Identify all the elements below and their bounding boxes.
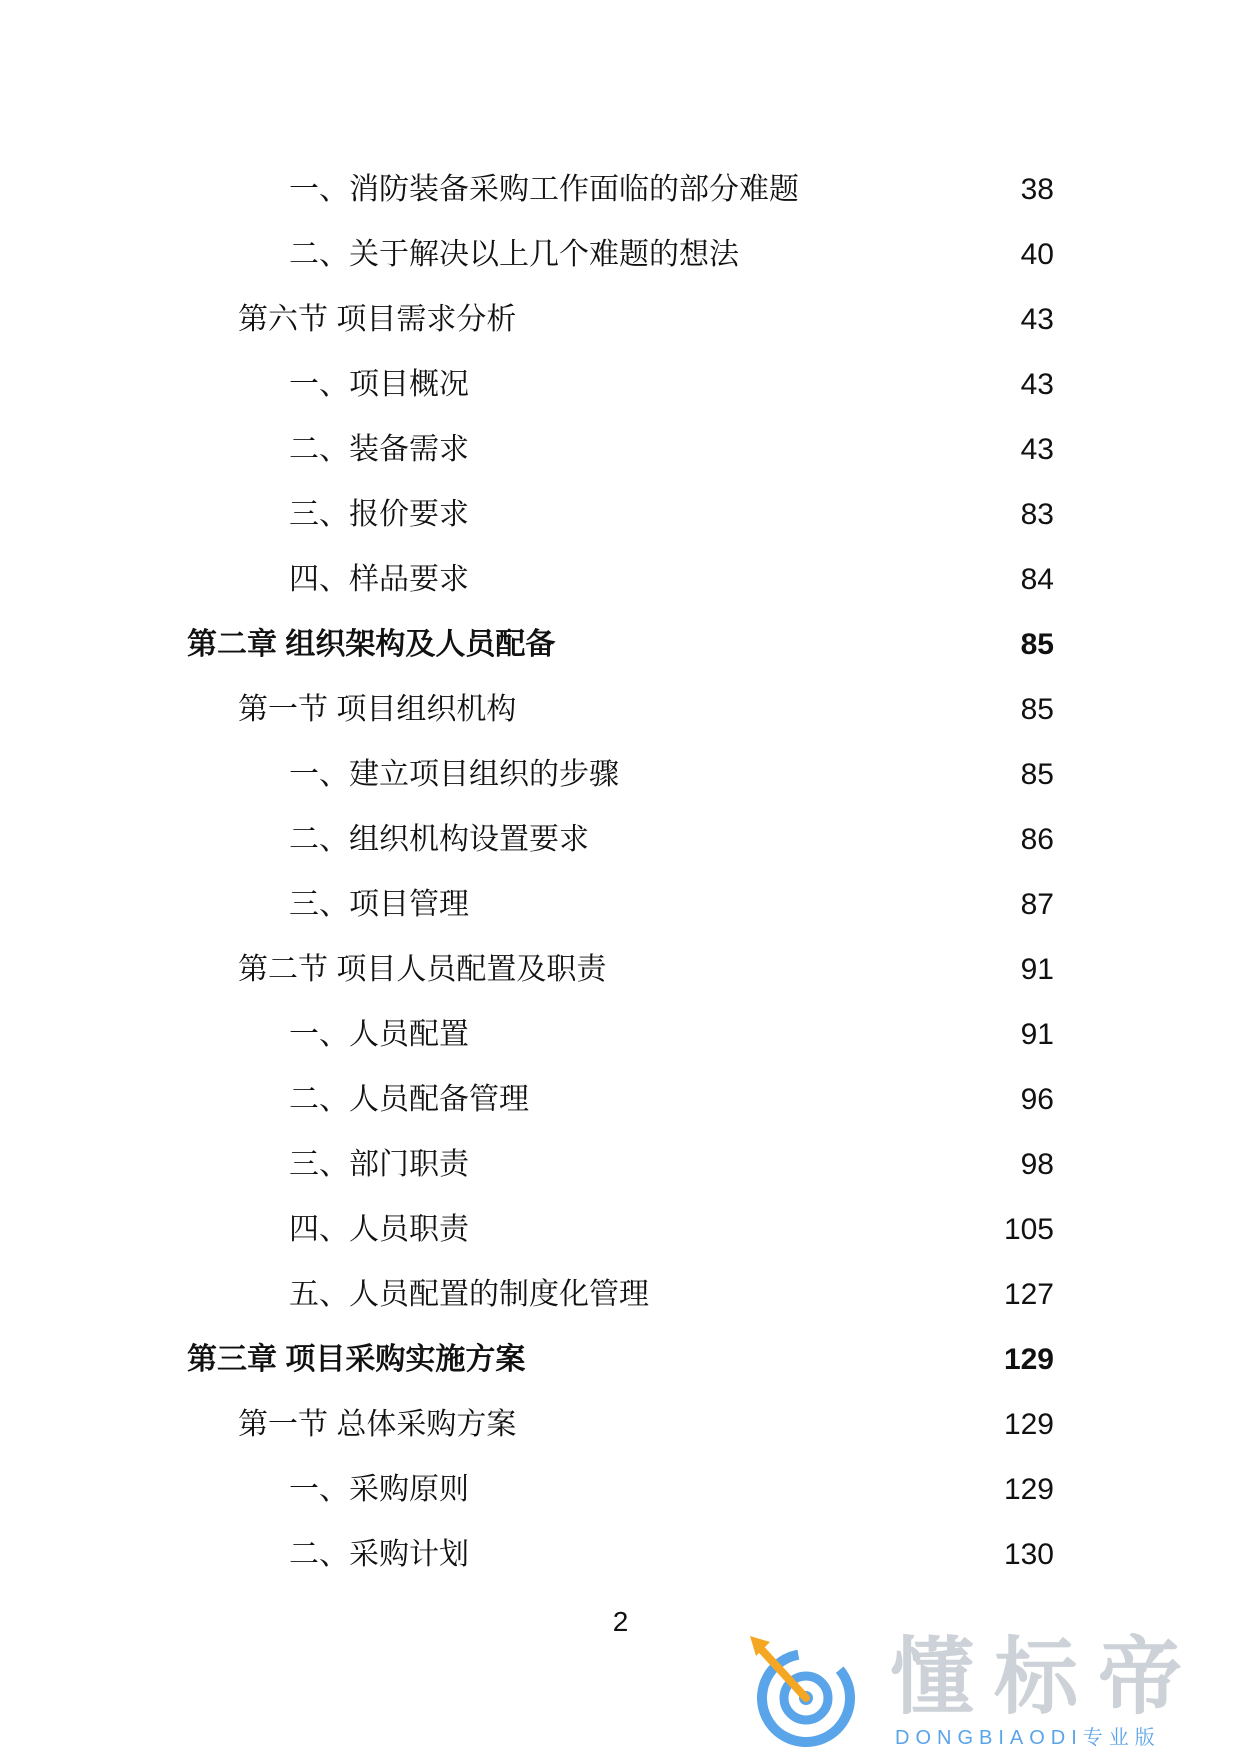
toc-entry-page: 96 bbox=[1020, 1083, 1054, 1116]
toc-entry-page: 129 bbox=[1003, 1343, 1054, 1376]
toc-item-row bbox=[0, 1002, 1241, 1067]
toc-entry-page: 85 bbox=[1020, 693, 1054, 726]
toc-item-row bbox=[0, 1457, 1241, 1522]
toc-entry-title: 四、人员职责 bbox=[289, 1213, 469, 1246]
toc-item-row bbox=[0, 417, 1241, 482]
toc-entry-title: 一、人员配置 bbox=[289, 1018, 469, 1051]
toc-section-row bbox=[0, 287, 1241, 352]
toc-entry-page: 40 bbox=[1020, 238, 1054, 271]
toc-entry-title: 二、人员配备管理 bbox=[289, 1083, 529, 1116]
toc-entry-page: 85 bbox=[1020, 758, 1054, 791]
toc-entry-title: 第三章 项目采购实施方案 bbox=[187, 1343, 526, 1376]
toc-entry-title: 一、消防装备采购工作面临的部分难题 bbox=[289, 173, 799, 206]
toc-entry-title: 一、采购原则 bbox=[289, 1473, 469, 1506]
toc-item-row bbox=[0, 1067, 1241, 1132]
toc-entry-page: 43 bbox=[1020, 303, 1054, 336]
toc-entry-title: 第六节 项目需求分析 bbox=[238, 303, 517, 336]
toc-entry-page: 129 bbox=[1003, 1473, 1054, 1506]
toc-item-row bbox=[0, 222, 1241, 287]
toc-entry-page: 85 bbox=[1020, 628, 1054, 661]
toc-item-row bbox=[0, 1262, 1241, 1327]
toc-entry-page: 87 bbox=[1020, 888, 1054, 921]
toc-entry-page: 38 bbox=[1020, 173, 1054, 206]
toc-item-row bbox=[0, 482, 1241, 547]
toc-entry-title: 二、组织机构设置要求 bbox=[289, 823, 589, 856]
toc-entry-page: 43 bbox=[1020, 368, 1054, 401]
toc-entry-title: 三、项目管理 bbox=[289, 888, 469, 921]
toc-item-row bbox=[0, 872, 1241, 937]
toc-item-row bbox=[0, 807, 1241, 872]
toc-item-row bbox=[0, 352, 1241, 417]
toc-entry-title: 三、部门职责 bbox=[289, 1148, 469, 1181]
toc-entry-title: 第一节 项目组织机构 bbox=[238, 693, 517, 726]
toc-section-row bbox=[0, 937, 1241, 1002]
toc-section-row bbox=[0, 677, 1241, 742]
toc-chapter-row bbox=[0, 1327, 1241, 1392]
watermark bbox=[740, 1630, 1220, 1750]
toc-entry-page: 105 bbox=[1003, 1213, 1054, 1246]
toc-entry-title: 二、装备需求 bbox=[289, 433, 469, 466]
toc-entry-page: 43 bbox=[1020, 433, 1054, 466]
table-of-contents bbox=[0, 157, 1241, 1587]
toc-entry-title: 一、项目概况 bbox=[289, 368, 469, 401]
toc-entry-page: 127 bbox=[1003, 1278, 1054, 1311]
toc-entry-title: 五、人员配置的制度化管理 bbox=[289, 1278, 649, 1311]
toc-item-row bbox=[0, 1132, 1241, 1197]
toc-chapter-row bbox=[0, 612, 1241, 677]
toc-entry-title: 二、关于解决以上几个难题的想法 bbox=[289, 238, 739, 271]
toc-item-row bbox=[0, 547, 1241, 612]
toc-item-row bbox=[0, 1197, 1241, 1262]
toc-item-row bbox=[0, 1522, 1241, 1587]
toc-entry-title: 第一节 总体采购方案 bbox=[238, 1408, 517, 1441]
toc-entry-page: 83 bbox=[1020, 498, 1054, 531]
toc-entry-page: 91 bbox=[1020, 953, 1054, 986]
watermark-brand: 懂标帝 bbox=[890, 1630, 1203, 1724]
toc-entry-title: 三、报价要求 bbox=[289, 498, 469, 531]
toc-entry-page: 86 bbox=[1020, 823, 1054, 856]
toc-entry-title: 一、建立项目组织的步骤 bbox=[289, 758, 619, 791]
target-arrow-icon bbox=[740, 1630, 870, 1750]
page-number: 2 bbox=[612, 1606, 629, 1637]
watermark-subtitle: DONGBIAODI专业版 bbox=[895, 1727, 1161, 1749]
toc-entry-title: 二、采购计划 bbox=[289, 1538, 469, 1571]
toc-entry-page: 98 bbox=[1020, 1148, 1054, 1181]
toc-item-row bbox=[0, 157, 1241, 222]
toc-entry-title: 四、样品要求 bbox=[289, 563, 469, 596]
toc-section-row bbox=[0, 1392, 1241, 1457]
toc-entry-title: 第二节 项目人员配置及职责 bbox=[238, 953, 607, 986]
toc-entry-page: 130 bbox=[1003, 1538, 1054, 1571]
toc-entry-page: 129 bbox=[1003, 1408, 1054, 1441]
toc-entry-title: 第二章 组织架构及人员配备 bbox=[187, 628, 556, 661]
toc-entry-page: 84 bbox=[1020, 563, 1054, 596]
toc-item-row bbox=[0, 742, 1241, 807]
toc-entry-page: 91 bbox=[1020, 1018, 1054, 1051]
